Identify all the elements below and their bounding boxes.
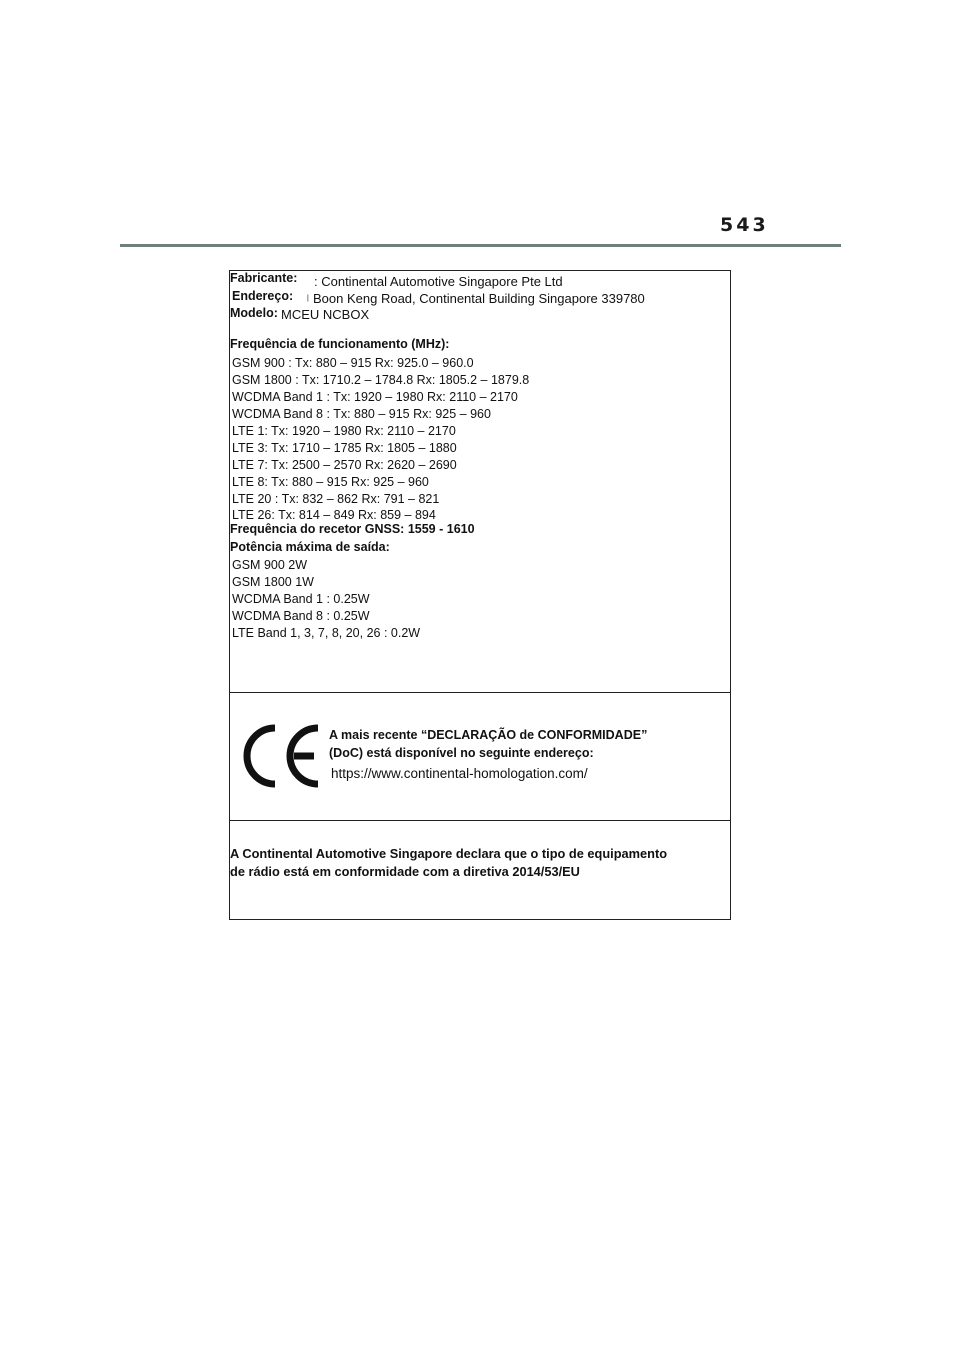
frequency-line: GSM 1800 : Tx: 1710.2 – 1784.8 Rx: 1805.2 – 1879.8 [232,373,530,387]
model-value: MCEU NCBOX [281,307,370,322]
frequency-heading: Frequência de funcionamento (MHz): [230,337,450,351]
address-value: Boon Keng Road, Continental Building Singapore 339780 [313,291,645,306]
doc-line-2: (DoC) está disponível no seguinte endereço: [329,746,594,760]
regulatory-info-box [229,270,731,920]
power-heading: Potência máxima de saída: [230,540,390,554]
declaration-section [230,820,730,920]
power-line: WCDMA Band 1 : 0.25W [232,592,370,606]
address-separator: | [307,295,309,302]
frequency-line: LTE 26: Tx: 814 – 849 Rx: 859 – 894 [232,508,436,522]
gnss-frequency: Frequência do recetor GNSS: 1559 - 1610 [230,522,475,536]
declaration-text [230,845,667,881]
manufacturer-label: Fabricante: [230,271,298,285]
frequency-line: LTE 8: Tx: 880 – 915 Rx: 925 – 960 [232,475,429,489]
declaration-line-2: de rádio está em conformidade com a diretiva 2014/53/EU [230,864,580,879]
power-line: GSM 1800 1W [232,575,314,589]
doc-url-link[interactable]: https://www.continental-homologation.com/ [331,766,588,781]
doc-line-1: A mais recente “DECLARAÇÃO de CONFORMIDADE” [329,728,648,742]
frequency-line: LTE 3: Tx: 1710 – 1785 Rx: 1805 – 1880 [232,441,457,455]
frequency-line: GSM 900 : Tx: 880 – 915 Rx: 925.0 – 960.0 [232,356,474,370]
manufacturer-value: : Continental Automotive Singapore Pte Ltd [314,274,563,289]
ce-mark-icon [242,722,320,790]
conformity-section [230,692,730,821]
frequency-line: WCDMA Band 1 : Tx: 1920 – 1980 Rx: 2110 – 2170 [232,390,518,404]
header-rule [120,244,841,247]
doc-availability-text [329,726,647,762]
frequency-line: LTE 20 : Tx: 832 – 862 Rx: 791 – 821 [232,492,440,506]
specifications-section [230,271,730,693]
power-line: WCDMA Band 8 : 0.25W [232,609,370,623]
model-label: Modelo: [230,306,278,320]
power-line: GSM 900 2W [232,558,308,572]
address-label: Endereço: [232,289,294,303]
page-number: 543 [720,214,769,236]
declaration-line-1: A Continental Automotive Singapore declara que o tipo de equipamento [230,846,668,861]
frequency-line: LTE 7: Tx: 2500 – 2570 Rx: 2620 – 2690 [232,458,457,472]
power-line: LTE Band 1, 3, 7, 8, 20, 26 : 0.2W [232,626,421,640]
frequency-line: LTE 1: Tx: 1920 – 1980 Rx: 2110 – 2170 [232,424,456,438]
frequency-line: WCDMA Band 8 : Tx: 880 – 915 Rx: 925 – 960 [232,407,491,421]
